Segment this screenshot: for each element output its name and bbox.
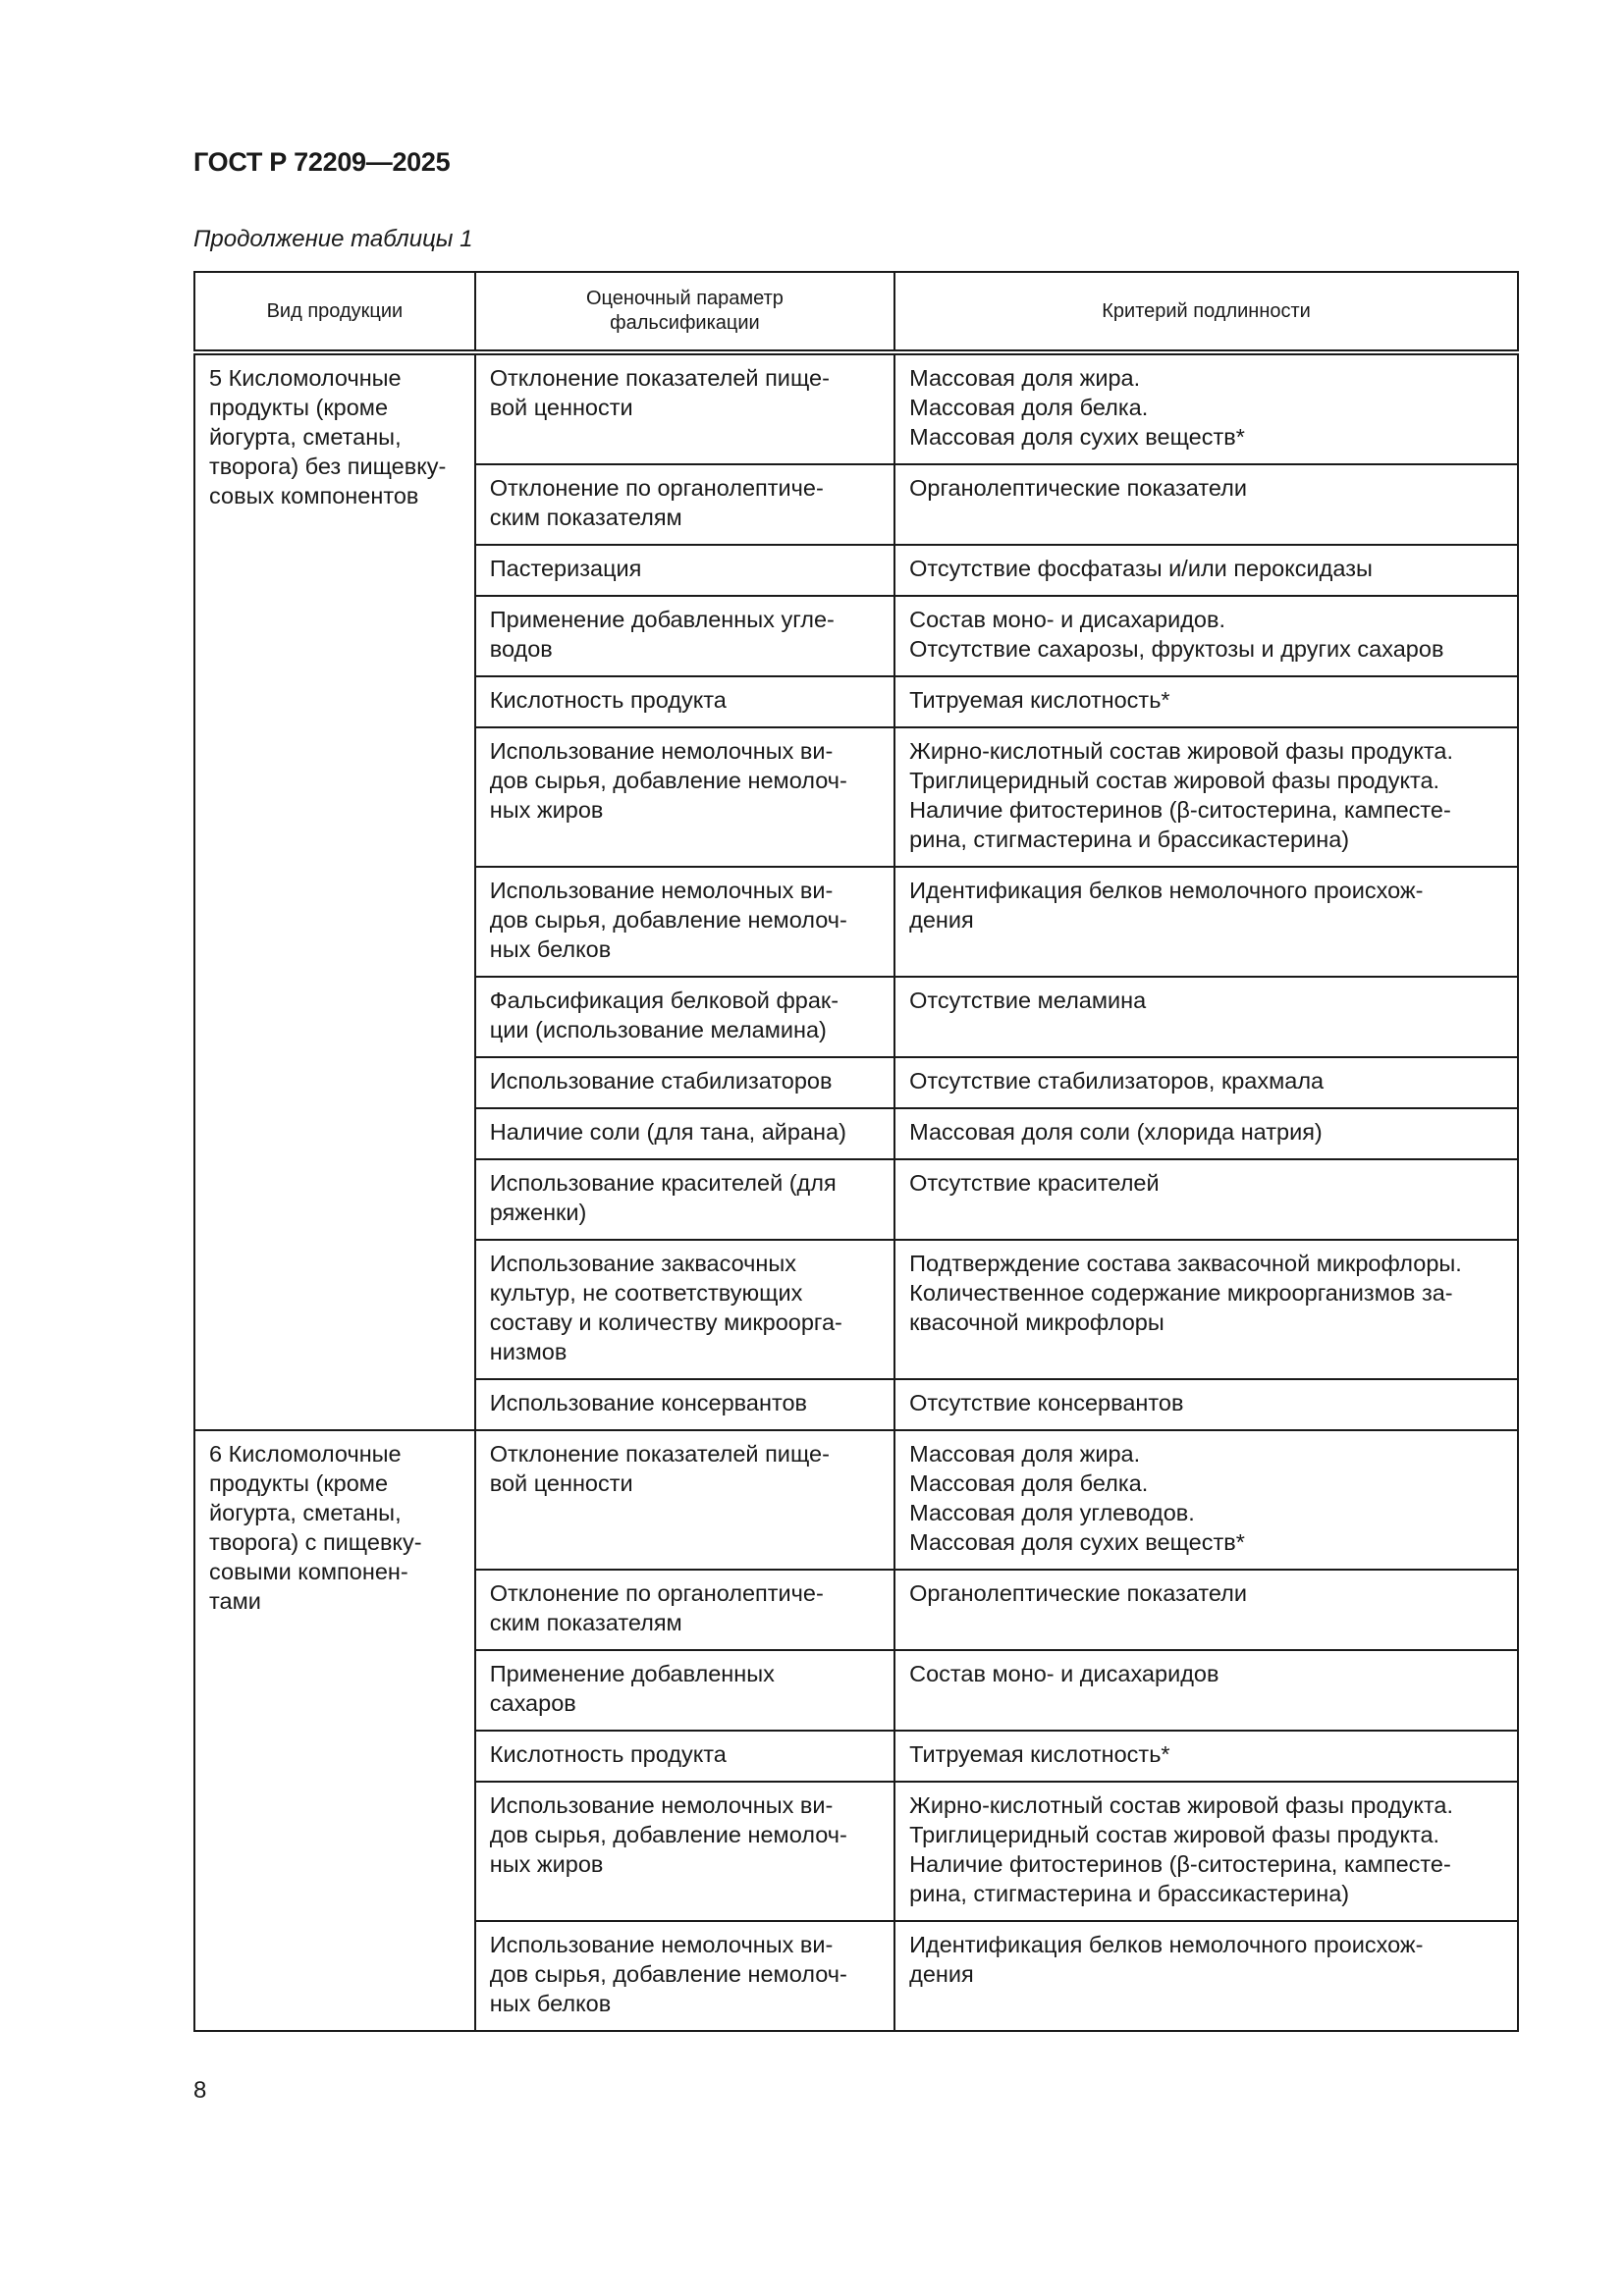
document-title: ГОСТ Р 72209—2025 <box>193 147 451 177</box>
parameter-cell: Использование немолочных ви- дов сырья, добавление немолоч- ных жиров <box>475 1782 894 1921</box>
parameter-cell: Использование немолочных ви- дов сырья, добавление немолоч- ных жиров <box>475 727 894 867</box>
parameter-cell: Кислотность продукта <box>475 676 894 727</box>
column-header-criterion: Критерий подлинности <box>894 272 1518 352</box>
criterion-cell: Отсутствие стабилизаторов, крахмала <box>894 1057 1518 1108</box>
parameter-cell: Использование стабилизаторов <box>475 1057 894 1108</box>
criterion-cell: Идентификация белков немолочного происхож- дения <box>894 867 1518 977</box>
falsification-table <box>193 271 1519 2032</box>
parameter-cell: Фальсификация белковой фрак- ции (использование меламина) <box>475 977 894 1057</box>
product-type-cell: 6 Кисломолочные продукты (кроме йогурта, сметаны, творога) с пищевку- совыми компонен- тами <box>194 1430 475 2031</box>
parameter-cell: Кислотность продукта <box>475 1731 894 1782</box>
criterion-cell: Титруемая кислотность* <box>894 1731 1518 1782</box>
criterion-cell: Отсутствие консервантов <box>894 1379 1518 1430</box>
column-header-parameter: Оценочный параметр фальсификации <box>475 272 894 352</box>
criterion-cell: Титруемая кислотность* <box>894 676 1518 727</box>
criterion-cell: Жирно-кислотный состав жировой фазы продукта. Триглицеридный состав жировой фазы продукта. Наличие фитостеринов (β-ситостерина, кампесте- рина, стигмастерина и брассикастерина) <box>894 727 1518 867</box>
table-caption: Продолжение таблицы 1 <box>193 226 473 252</box>
parameter-cell: Использование немолочных ви- дов сырья, добавление немолоч- ных белков <box>475 1921 894 2031</box>
product-type-cell: 5 Кисломолочные продукты (кроме йогурта, сметаны, творога) без пищевку- совых компонентов <box>194 352 475 1430</box>
criterion-cell: Массовая доля соли (хлорида натрия) <box>894 1108 1518 1159</box>
parameter-cell: Использование красителей (для ряженки) <box>475 1159 894 1240</box>
table-body <box>194 352 1518 2031</box>
parameter-cell: Применение добавленных сахаров <box>475 1650 894 1731</box>
parameter-cell: Отклонение по органолептиче- ским показателям <box>475 464 894 545</box>
criterion-cell: Органолептические показатели <box>894 1570 1518 1650</box>
page-number: 8 <box>193 2077 207 2104</box>
criterion-cell: Состав моно- и дисахаридов. Отсутствие сахарозы, фруктозы и других сахаров <box>894 596 1518 676</box>
criterion-cell: Органолептические показатели <box>894 464 1518 545</box>
parameter-cell: Отклонение показателей пище- вой ценности <box>475 352 894 464</box>
table-row <box>194 1430 1518 1570</box>
parameter-cell: Наличие соли (для тана, айрана) <box>475 1108 894 1159</box>
parameter-cell: Использование заквасочных культур, не соответствующих составу и количеству микроорга- низмов <box>475 1240 894 1379</box>
criterion-cell: Подтверждение состава заквасочной микрофлоры. Количественное содержание микроорганизмов за- квасочной микрофлоры <box>894 1240 1518 1379</box>
parameter-cell: Отклонение показателей пище- вой ценности <box>475 1430 894 1570</box>
criterion-cell: Жирно-кислотный состав жировой фазы продукта. Триглицеридный состав жировой фазы продукта. Наличие фитостеринов (β-ситостерина, кампесте- рина, стигмастерина и брассикастерина) <box>894 1782 1518 1921</box>
criterion-cell: Идентификация белков немолочного происхож- дения <box>894 1921 1518 2031</box>
criterion-cell: Массовая доля жира. Массовая доля белка. Массовая доля углеводов. Массовая доля сухих веществ* <box>894 1430 1518 1570</box>
column-header-product: Вид продукции <box>194 272 475 352</box>
table-header-row <box>194 272 1518 352</box>
parameter-cell: Применение добавленных угле- водов <box>475 596 894 676</box>
parameter-cell: Использование немолочных ви- дов сырья, добавление немолоч- ных белков <box>475 867 894 977</box>
criterion-cell: Отсутствие фосфатазы и/или пероксидазы <box>894 545 1518 596</box>
table-row <box>194 352 1518 464</box>
parameter-cell: Отклонение по органолептиче- ским показателям <box>475 1570 894 1650</box>
parameter-cell: Пастеризация <box>475 545 894 596</box>
criterion-cell: Отсутствие красителей <box>894 1159 1518 1240</box>
criterion-cell: Отсутствие меламина <box>894 977 1518 1057</box>
criterion-cell: Массовая доля жира. Массовая доля белка. Массовая доля сухих веществ* <box>894 352 1518 464</box>
parameter-cell: Использование консервантов <box>475 1379 894 1430</box>
criterion-cell: Состав моно- и дисахаридов <box>894 1650 1518 1731</box>
